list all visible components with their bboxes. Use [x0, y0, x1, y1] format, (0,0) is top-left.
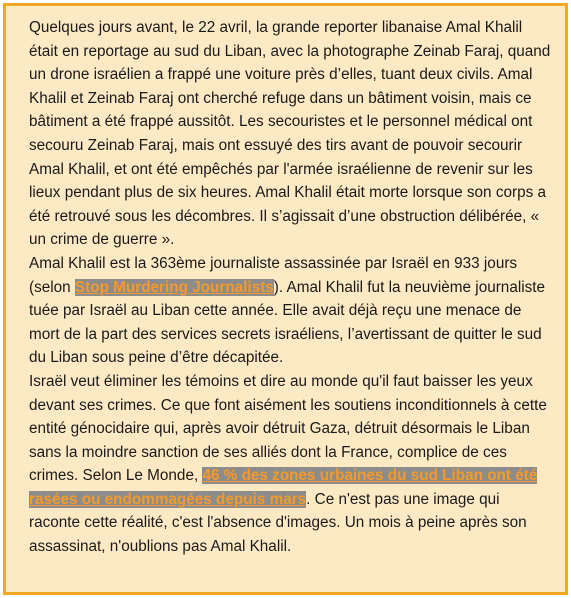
paragraph-1: Quelques jours avant, le 22 avril, la grande reporter libanaise Amal Khalil était en reportage au sud du Liban, avec la photographe Zeinab Faraj, quand un drone israélien a frappé une voiture près d’elles, tuant deux civils. Amal Khalil et Zeinab Faraj ont cherché refuge dans un bâtiment voisin, mais ce bâtiment a été frappé aussitôt. Les secouristes et le personnel médical ont secouru Zeinab Faraj, mais ont essuyé des tirs avant de pouvoir secourir Amal Khalil, et ont été empêchés par l'armée israélienne de revenir sur les lieux pendant plus de six heures. Amal Khalil était morte lorsque son corps a été retrouvé sous les décombres. Il s’agissait d’une obstruction délibérée, « un crime de guerre ».: [29, 19, 551, 249]
le-monde-link[interactable]: 46 % des zones urbaines du sud Liban ont été rasées ou endommagées depuis mars: [29, 467, 538, 508]
stop-murdering-journalists-link[interactable]: Stop Murdering Journalists: [74, 278, 274, 296]
paragraph-3-text-after: . Ce n'est pas une image qui raconte cette réalité, c'est l'absence d'images. Un mois à peine après son assassinat, n'oublions pas Amal Khalil.: [29, 490, 527, 556]
paragraph-3: [29, 370, 554, 559]
article-box: [3, 3, 568, 595]
paragraph-2-text-after: ). Amal Khalil fut la neuvième journaliste tuée par Israël au Liban cette année. Elle avait déjà reçu une menace de mort de la part des services secrets israéliens, l’avertissant de quitter le sud du Liban sous peine d’être décapitée.: [29, 278, 546, 367]
paragraph-2-text-before: Amal Khalil est la 363ème journaliste assassinée par Israël en 933 jours (selon: [29, 254, 518, 296]
paragraph-2: [29, 252, 554, 370]
paragraph-3-text-before: Israël veut éliminer les témoins et dire au monde qu'il faut baisser les yeux devant ses crimes. Ce que font aisément les soutiens inconditionnels à cette entité génocidaire qui, après avoir détruit Gaza, détruit désormais le Liban sans la moindre sanction de ses alliés dont la France, complice de ces crimes. Selon Le Monde,: [29, 372, 547, 485]
article-text: [29, 16, 554, 559]
